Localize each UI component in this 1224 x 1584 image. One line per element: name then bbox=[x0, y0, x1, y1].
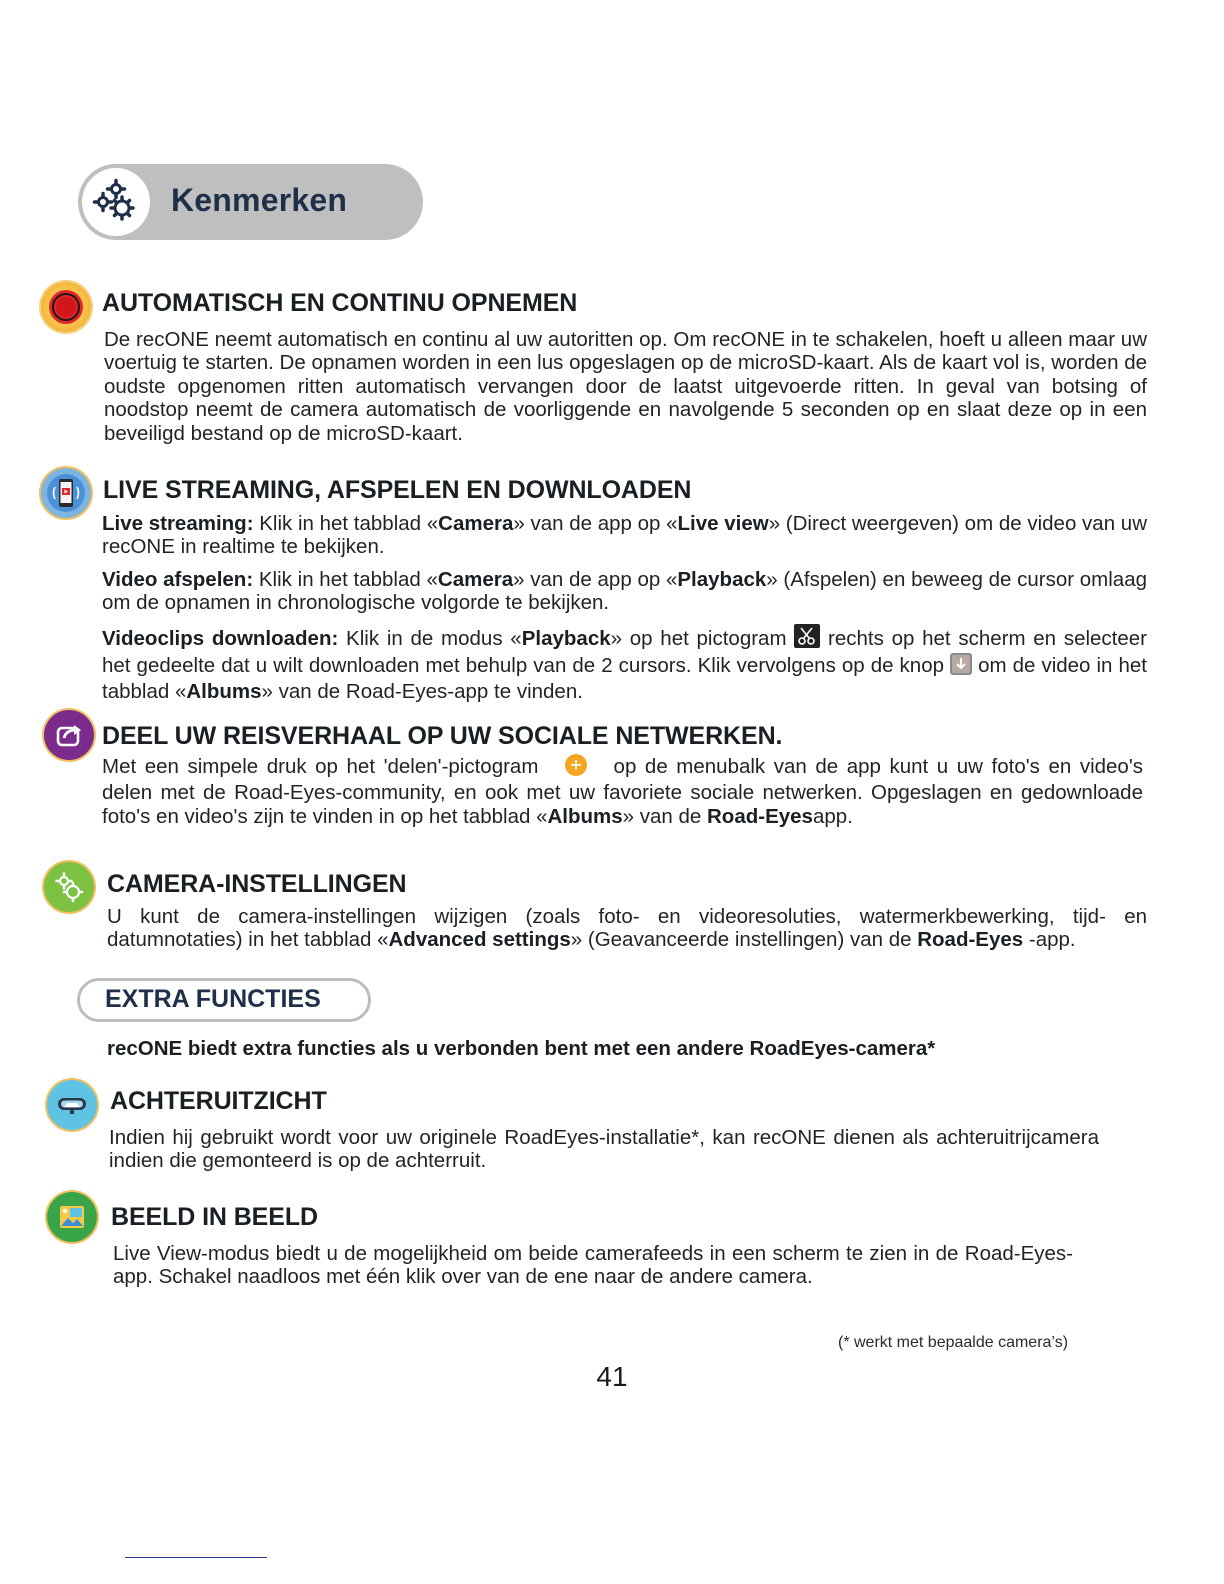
page-title: Kenmerken bbox=[171, 182, 348, 218]
section-title-pip: BEELD IN BEELD bbox=[111, 1203, 318, 1231]
text: Klik in de modus « bbox=[338, 626, 522, 650]
text: rechts op het scherm en selecteer het gedeelte dat u wilt downloaden met behulp van de 2 cursors. Klik vervolgens op de knop bbox=[102, 626, 1148, 678]
keyword-albums: Albums bbox=[186, 680, 262, 704]
keyword-camera: Camera bbox=[437, 567, 514, 591]
paragraph-video-playback bbox=[102, 568, 1147, 615]
text: Klik in het tabblad « bbox=[253, 512, 439, 535]
section-body-camera-settings bbox=[107, 905, 1147, 952]
text: » van de app op « bbox=[513, 512, 678, 535]
section-title-live: LIVE STREAMING, AFSPELEN EN DOWNLOADEN bbox=[103, 476, 692, 504]
section-title-auto-record: AUTOMATISCH EN CONTINU OPNEMEN bbox=[102, 289, 578, 317]
share-icon bbox=[44, 710, 94, 760]
text: » (Geavanceerde instellingen) van de bbox=[570, 928, 918, 952]
label-video-download: Videoclips downloaden: bbox=[102, 626, 339, 650]
text: Klik in het tabblad « bbox=[253, 567, 438, 591]
phone-video-icon bbox=[41, 468, 91, 518]
paragraph-live-streaming bbox=[102, 512, 1147, 559]
extra-functions-title: EXTRA FUNCTIES bbox=[105, 985, 321, 1013]
text: » van de bbox=[622, 804, 707, 828]
gears-icon bbox=[82, 168, 150, 236]
section-body-auto-record: De recONE neemt automatisch en continu al uw autoritten op. Om recONE in te schakelen, hoeft u alleen maar uw voertuig te starten. De opnamen worden in een lus opgeslagen op de microSD-kaart. Als de kaart vol is, worden de oudste opgenomen ritten automatisch vervangen door de laatst uitgevoerde ritten. In geval van botsing of noodstop neemt de camera automatisch de voorliggende en navolgende 5 seconden op en slaat deze op in een beveiligd bestand op de microSD-kaart. bbox=[104, 328, 1147, 445]
section-title-share: DEEL UW REISVERHAAL OP UW SOCIALE NETWERKEN. bbox=[102, 722, 783, 750]
keyword-road-eyes: Road-Eyes bbox=[707, 804, 813, 828]
text: » op het pictogram bbox=[610, 626, 795, 650]
section-body-live bbox=[102, 512, 1147, 704]
keyword-camera: Camera bbox=[438, 512, 514, 535]
footnote: (* werkt met bepaalde camera’s) bbox=[838, 1334, 1069, 1351]
page-number: 41 bbox=[596, 1361, 628, 1392]
label-video-playback: Video afspelen: bbox=[102, 567, 254, 591]
plus-share-icon bbox=[565, 754, 587, 781]
picture-in-picture-icon bbox=[47, 1192, 97, 1242]
download-icon bbox=[950, 653, 972, 680]
keyword-albums: Albums bbox=[547, 804, 623, 828]
text: » (Afspelen) en beweeg de cursor omlaag om de opnamen in chronologische volgorde te bekijken. bbox=[102, 567, 1148, 615]
text: Met een simpele druk op het 'delen'-pictogram bbox=[102, 755, 547, 778]
section-title-rearview: ACHTERUITZICHT bbox=[110, 1087, 327, 1115]
section-body-rearview: Indien hij gebruikt wordt voor uw originele RoadEyes-installatie*, kan recONE dienen als achteruitrijcamera indien die gemonteerd is op de achterruit. bbox=[109, 1126, 1099, 1173]
keyword-advanced-settings: Advanced settings bbox=[388, 928, 571, 952]
extra-functions-subtitle: recONE biedt extra functies als u verbonden bent met een andere RoadEyes-camera* bbox=[107, 1037, 936, 1060]
settings-gear-icon bbox=[44, 862, 94, 912]
rearview-mirror-icon bbox=[47, 1080, 97, 1130]
text: app. bbox=[812, 804, 853, 828]
keyword-road-eyes: Road-Eyes bbox=[917, 928, 1024, 952]
paragraph-video-download bbox=[102, 624, 1147, 704]
keyword-live-view: Live view bbox=[677, 512, 769, 535]
text: » (Direct weergeven) om de video van uw recONE in realtime te bekijken. bbox=[102, 512, 1147, 559]
label-live-streaming: Live streaming: bbox=[102, 512, 254, 535]
keyword-playback: Playback bbox=[521, 626, 611, 650]
footer-divider bbox=[125, 1557, 267, 1558]
text: » van de app op « bbox=[513, 567, 678, 591]
scissors-icon bbox=[794, 624, 820, 653]
text: op de menubalk van de app kunt u uw foto's en video's delen met de Road-Eyes-community, en ook met uw favoriete sociale netwerken. Opgeslagen en gedownloade foto's en video's zijn te vinden in op het tabblad « bbox=[102, 755, 1143, 828]
record-icon bbox=[41, 282, 91, 332]
text: om de video in het tabblad « bbox=[102, 654, 1147, 704]
text: -app. bbox=[1023, 928, 1076, 952]
section-body-pip: Live View-modus biedt u de mogelijkheid om beide camerafeeds in een scherm te zien in de Road-Eyes-app. Schakel naadloos met één klik over van de ene naar de andere camera. bbox=[113, 1242, 1073, 1289]
section-title-camera-settings: CAMERA-INSTELLINGEN bbox=[107, 870, 407, 898]
section-body-share bbox=[102, 754, 1143, 828]
text: » van de Road-Eyes-app te vinden. bbox=[261, 680, 583, 704]
keyword-playback: Playback bbox=[677, 567, 767, 591]
text: U kunt de camera-instellingen wijzigen (zoals foto- en videoresoluties, watermerkbewerking, tijd- en datumnotaties) in het tabblad « bbox=[107, 905, 1147, 952]
